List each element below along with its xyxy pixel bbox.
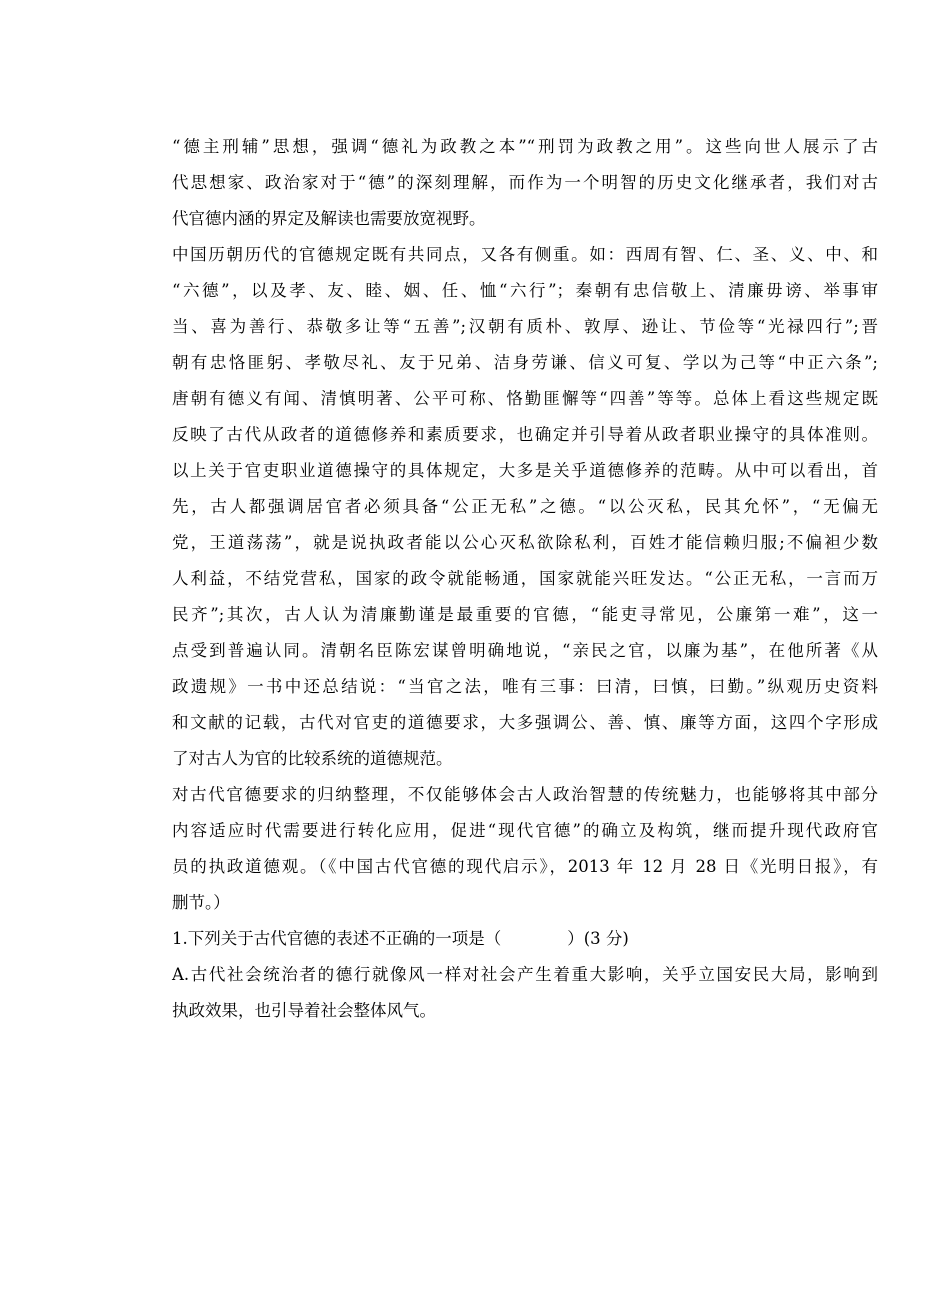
text-line: 和文献的记载，古代对官吏的道德要求，大多强调公、善、慎、廉等方面，这四个字形成 [172,713,878,732]
text-line: 先，古人都强调居官者必须具备“公正无私”之德。“以公灭私，民其允怀”，“无偏无 [172,497,878,516]
question-stem: 1.下列关于古代官德的表述不正确的一项是（ ）(3 分) [172,929,629,948]
text-line: 人利益，不结党营私，国家的政令就能畅通，国家就能兴旺发达。“公正无私，一言而万 [172,569,878,588]
text-line: 点受到普遍认同。清朝名臣陈宏谋曾明确地说，“亲民之官，以廉为基”，在他所著《从 [172,641,878,660]
text-line: “六德”，以及孝、友、睦、姻、任、恤“六行”；秦朝有忠信敬上、清廉毋谤、举事审 [172,281,878,300]
document-body [172,129,878,1029]
text-line: “德主刑辅”思想，强调“德礼为政教之本”“刑罚为政教之用”。这些向世人展示了古 [172,137,878,156]
text-line: 政遗规》一书中还总结说：“当官之法，唯有三事：曰清，曰慎，曰勤。”纵观历史资料 [172,677,878,696]
option-a-continued: 执政效果，也引导着社会整体风气。 [172,1001,436,1020]
text-line: 当、喜为善行、恭敬多让等“五善”;汉朝有质朴、敦厚、逊让、节俭等“光禄四行”;晋 [172,317,878,336]
text-line: 代官德内涵的界定及解读也需要放宽视野。 [172,209,486,228]
text-line: 反映了古代从政者的道德修养和素质要求，也确定并引导着从政者职业操守的具体准则。 [172,425,878,444]
text-line: 员的执政道德观。（《中国古代官德的现代启示》，2013 年 12 月 28 日《光明日报》，有 [172,857,878,876]
text-line: 民齐”;其次，古人认为清廉勤谨是最重要的官德，“能吏寻常见，公廉第一难”，这一 [172,605,878,624]
text-line: 内容适应时代需要进行转化应用，促进“现代官德”的确立及构筑，继而提升现代政府官 [172,821,878,840]
text-line: 了对古人为官的比较系统的道德规范。 [172,749,453,768]
option-a: A.古代社会统治者的德行就像风一样对社会产生着重大影响，关乎立国安民大局，影响到 [172,965,878,984]
text-line: 删节。） [172,893,230,912]
text-line: 代思想家、政治家对于“德”的深刻理解，而作为一个明智的历史文化继承者，我们对古 [172,173,878,192]
text-line: 中国历朝历代的官德规定既有共同点，又各有侧重。如：西周有智、仁、圣、义、中、和 [172,245,878,264]
text-line: 以上关于官吏职业道德操守的具体规定，大多是关乎道德修养的范畴。从中可以看出，首 [172,461,878,480]
text-line: 朝有忠恪匪躬、孝敬尽礼、友于兄弟、洁身劳谦、信义可复、学以为己等“中正六条”; [172,353,878,372]
text-line: 唐朝有德义有闻、清慎明著、公平可称、恪勤匪懈等“四善”等等。总体上看这些规定既 [172,389,878,408]
text-line: 党，王道荡荡”，就是说执政者能以公心灭私欲除私利，百姓才能信赖归服;不偏袒少数 [172,533,878,552]
text-line: 对古代官德要求的归纳整理，不仅能够体会古人政治智慧的传统魅力，也能够将其中部分 [172,785,878,804]
